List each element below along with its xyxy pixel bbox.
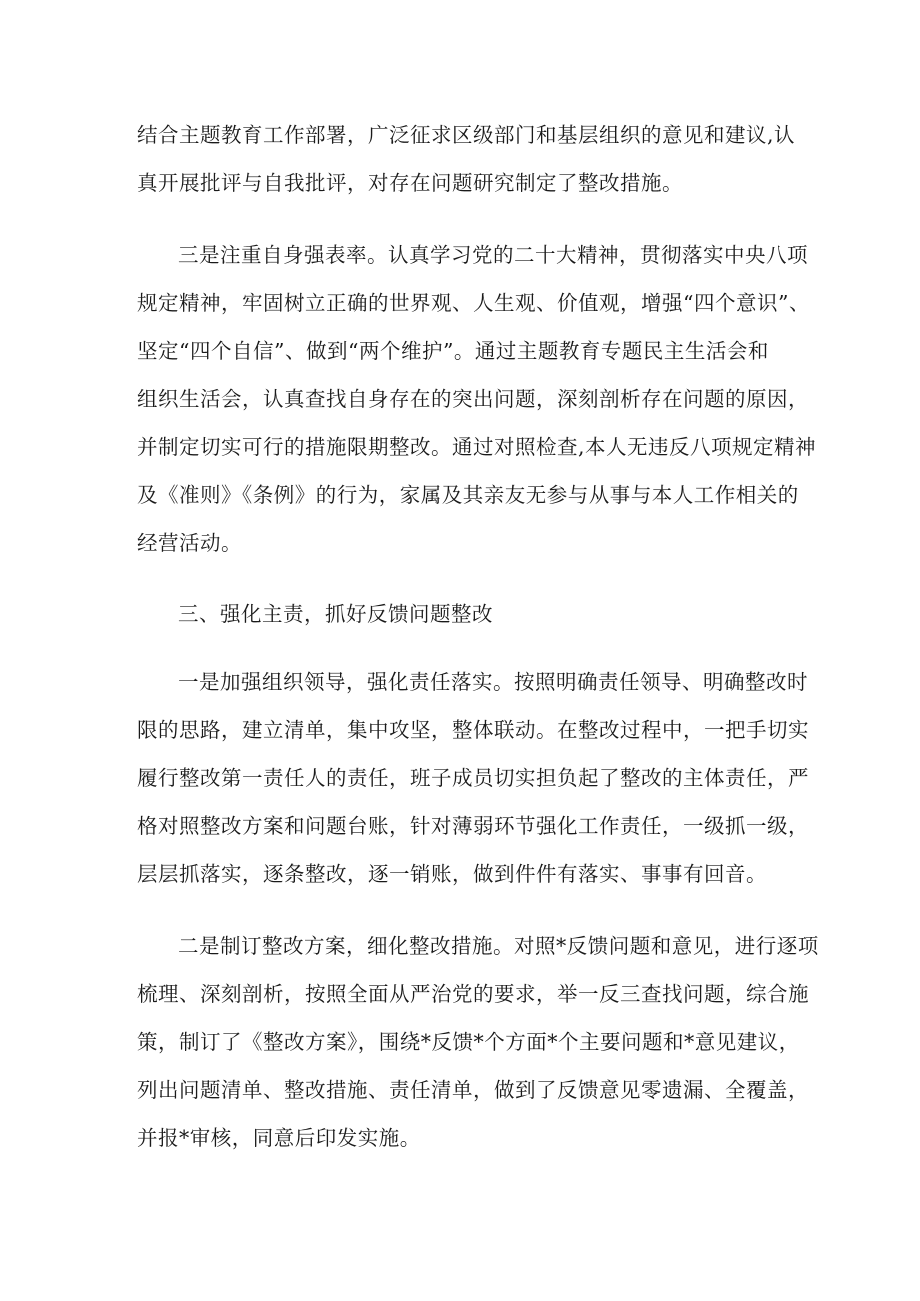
- paragraph-line: 规定精神，牢固树立正确的世界观、人生观、价值观，增强“四个意识”、: [137, 291, 810, 315]
- paragraph-line: 列出问题清单、整改措施、责任清单，做到了反馈意见零遗漏、全覆盖，: [137, 1078, 809, 1102]
- paragraph-line: 三是注重自身强表率。认真学习党的二十大精神，贯彻落实中央八项: [178, 243, 808, 267]
- paragraph-line: 组织生活会，认真查找自身存在的突出问题，深刻剖析存在问题的原因，: [137, 387, 809, 411]
- section-heading: 三、强化主责，抓好反馈问题整改: [178, 602, 493, 626]
- paragraph-line: 层层抓落实，逐条整改，逐一销账，做到件件有落实、事事有回音。: [137, 862, 767, 886]
- paragraph-line: 结合主题教育工作部署，广泛征求区级部门和基层组织的意见和建议,认: [137, 123, 796, 147]
- paragraph-line: 坚定“四个自信”、做到“两个维护”。通过主题教育专题民主生活会和: [137, 339, 769, 363]
- paragraph-line: 格对照整改方案和问题台账，针对薄弱环节强化工作责任，一级抓一级，: [137, 814, 809, 838]
- paragraph-line: 并报*审核，同意后印发实施。: [137, 1126, 421, 1150]
- paragraph-line: 经营活动。: [137, 531, 242, 555]
- paragraph-line: 二是制订整改方案，细化整改措施。对照*反馈问题和意见，进行逐项: [178, 934, 819, 958]
- paragraph-line: 限的思路，建立清单，集中攻坚，整体联动。在整改过程中，一把手切实: [137, 718, 809, 742]
- paragraph-line: 真开展批评与自我批评，对存在问题研究制定了整改措施。: [137, 171, 683, 195]
- paragraph-line: 并制定切实可行的措施限期整改。通过对照检查,本人无违反八项规定精神: [137, 435, 817, 459]
- paragraph-line: 梳理、深刻剖析，按照全面从严治党的要求，举一反三查找问题，综合施: [137, 982, 809, 1006]
- paragraph-line: 策，制订了《整改方案》，围绕*反馈*个方面*个主要问题和*意见建议，: [137, 1030, 800, 1054]
- paragraph-line: 一是加强组织领导，强化责任落实。按照明确责任领导、明确整改时: [178, 670, 808, 694]
- paragraph-line: 及《准则》《条例》的行为，家属及其亲友无参与从事与本人工作相关的: [137, 483, 799, 507]
- paragraph-line: 履行整改第一责任人的责任，班子成员切实担负起了整改的主体责任，严: [137, 766, 809, 790]
